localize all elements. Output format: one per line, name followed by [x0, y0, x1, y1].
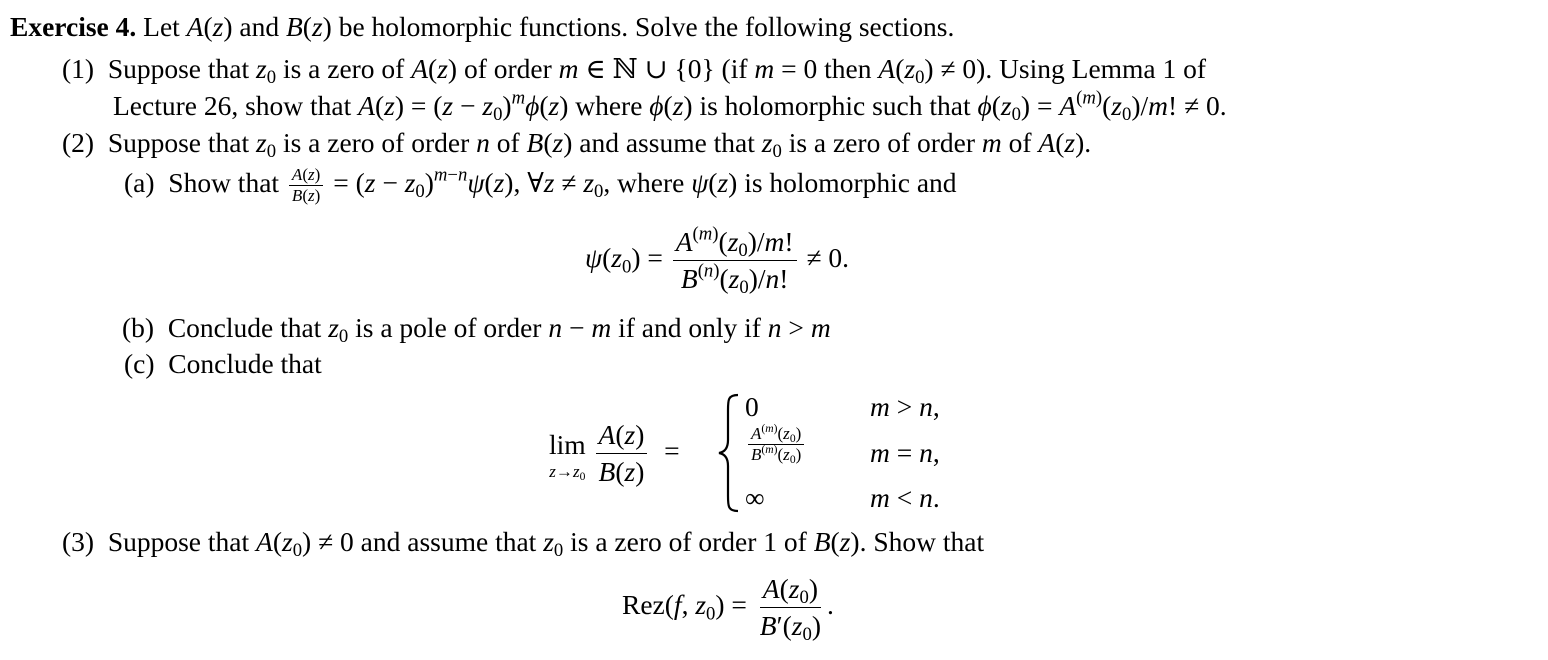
- case-1-condition: m > n,: [870, 391, 940, 422]
- item3-display-equation: Rez(f, $z_0$) = $\frac{A(z_0)}{B'(z_0)}$ .: [622, 573, 834, 646]
- item2-line: (2) Suppose that $z_0$ is a zero of order n of B(z) and assume that $z_0$ is a zero of order m of A(z).: [62, 127, 1092, 163]
- item1-line1: (1) Suppose that $z_0$ is a zero of A(z) of order m ∈ ℕ ∪ {0} (if m = 0 then $A(z_0) \ne 0$). Using Lemma 1 of: [62, 53, 1207, 89]
- case-1-value: 0: [745, 391, 759, 422]
- limit-expression: lim $z\to z_0$ $\frac{A(z)}{B(z)}$ =: [549, 419, 680, 488]
- cases-brace: [716, 392, 742, 514]
- item2a-display-equation: $\psi(z_0)$ = $\frac{A^{(m)}(z_0)/m!}{B^{(n)}(z_0)/n!}$ ≠ 0.: [585, 223, 850, 299]
- case-2-value: $\frac{A^{(m)}(z_0)}{B^{(m)}(z_0)}$: [745, 425, 807, 464]
- item2a-line: (a) Show that $\frac{A(z)}{B(z)}$ = $(z - z_0)^{m-n}\psi(z)$, ∀z ≠ $z_0$, where ψ(z) is holomorphic and: [124, 164, 957, 206]
- item3-line: (3) Suppose that $A(z_0) \ne 0$ and assume that $z_0$ is a zero of order 1 of B(z). Show that: [62, 526, 985, 562]
- item1-line2: Lecture 26, show that $A(z) = (z - z_0)^m\phi(z)$ where ϕ(z) is holomorphic such that $\phi(z_0) = A^{(m)}(z_0)/m$! ≠ 0.: [113, 87, 1227, 126]
- item2c-line: (c) Conclude that: [124, 348, 322, 379]
- case-3-condition: m < n.: [870, 482, 940, 513]
- exercise-intro-line: Exercise 4. Let A(z) and B(z) be holomorphic functions. Solve the following sections.: [10, 11, 955, 42]
- item2b-line: (b) Conclude that $z_0$ is a pole of order n − m if and only if n > m: [122, 312, 831, 348]
- case-2-condition: m = n,: [870, 437, 940, 468]
- case-3-value: ∞: [745, 482, 765, 513]
